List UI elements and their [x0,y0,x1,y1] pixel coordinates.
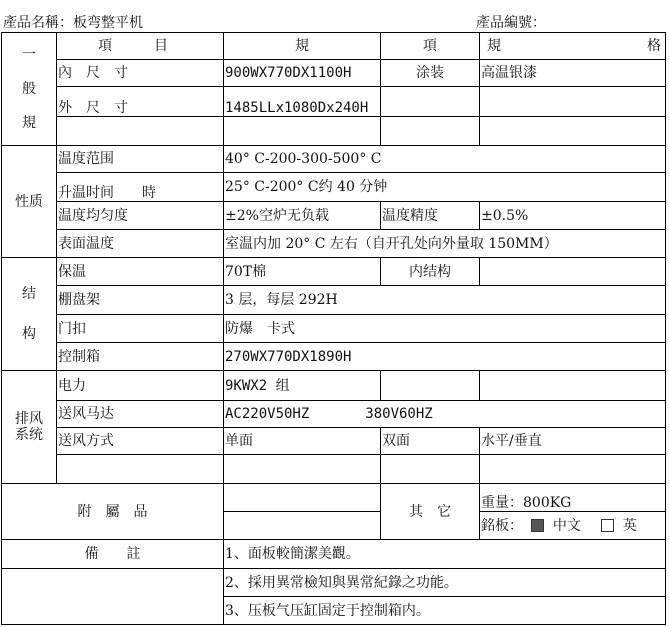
row-uniformity [2,202,666,230]
column-header-item2: 項 [381,33,480,60]
empty-cell [57,455,224,484]
note-item-1: 1、面板較簡潔美觀。 [224,540,666,569]
row-surface [2,230,666,258]
label-heating-time: 升温时间 時 [57,173,224,202]
value-power: 9KWX2 组 [224,371,381,401]
nameplate-english-label: 英 [622,517,637,534]
label-control-box: 控制箱 [57,343,224,371]
row-power [2,371,666,401]
empty-cell [381,455,480,484]
row-latch [2,315,666,343]
row-inner-size [2,60,666,87]
category-general: 一 般 規 [2,33,57,146]
row-rack [2,286,666,315]
value-rack: 3 层，每层 292H [224,286,666,315]
value-accuracy: ±0.5% [480,202,666,230]
empty-cell [480,117,666,146]
empty-cell [381,371,480,401]
value-coating: 高温银漆 [480,60,666,87]
note-item-2: 2、採用異常檢知與異常紀錄之功能。 [224,569,666,597]
checkbox-chinese[interactable] [531,519,544,532]
label-motor: 送风马达 [57,401,224,428]
label-outer-size: 外 尺 寸 [57,87,224,117]
value-mode-single: 单面 [224,428,381,455]
empty-cell [224,455,381,484]
value-heating-time: 25° C-200° C约 40 分钟 [224,173,666,202]
value-control-box: 270WX770DX1890H [224,343,666,371]
row-accessories [2,484,666,512]
column-header-spec: 規 [224,33,381,60]
value-inner-size: 900WX770DX1100H [224,60,381,87]
product-name-label: 產品名稱：板弯整平机 [3,15,143,31]
label-surface: 表面温度 [57,230,224,258]
value-mode-double: 双面 [381,428,480,455]
empty-cell [381,87,480,117]
empty-cell [224,484,381,512]
checkbox-english[interactable] [601,519,614,532]
column-header-spec2: 規 格 [480,33,666,60]
empty-cell [480,87,666,117]
note-item-3: 3、压板气压缸固定于控制箱内。 [224,597,666,625]
header-row [2,33,666,60]
empty-cell [57,117,224,146]
label-other: 其 它 [381,484,480,540]
row-exhaust-empty [2,455,666,484]
row-temp-range [2,146,666,173]
value-surface: 室温内加 20° C 左右（自开孔处向外量取 150MM） [224,230,666,258]
row-note-2 [2,569,666,597]
empty-cell [224,117,381,146]
label-accuracy: 温度精度 [381,202,480,230]
value-motor: AC220V50HZ 380V60HZ [224,401,666,428]
empty-cell [2,569,224,625]
row-mode [2,428,666,455]
row-outer-size [2,87,666,117]
empty-cell [224,512,381,540]
row-heating-time [2,173,666,202]
spec-table [1,32,666,625]
nameplate-label: 銘板： [481,517,523,534]
value-temp-range: 40° C-200-300-500° C [224,146,666,173]
category-structure: 结 构 [2,258,57,371]
label-inner-size: 內 尺 寸 [57,60,224,87]
row-general-empty [2,117,666,146]
label-accessories: 附 屬 品 [2,484,224,540]
value-outer-size: 1485LLx1080Dx240H [224,87,381,117]
value-uniformity: ±2%空炉无负载 [224,202,381,230]
product-no-label: 產品編號： [476,15,546,31]
label-power: 电力 [57,371,224,401]
empty-cell [480,371,666,401]
empty-cell [480,258,666,286]
category-properties: 性质 [2,146,57,258]
value-mode-direction: 水平/垂直 [480,428,666,455]
label-notes: 備 註 [2,540,224,569]
empty-cell [381,117,480,146]
label-coating: 涂装 [381,60,480,87]
value-latch: 防爆 卡式 [224,315,666,343]
column-header-item: 項 目 [57,33,224,60]
value-weight: 重量：800KG [480,484,666,512]
category-exhaust: 排风 系统 [2,371,57,484]
nameplate-chinese-label: 中文 [552,517,581,534]
empty-cell [480,455,666,484]
row-control-box [2,343,666,371]
label-mode: 送风方式 [57,428,224,455]
row-motor [2,401,666,428]
value-insulation: 70T棉 [224,258,381,286]
value-nameplate [480,512,666,540]
label-latch: 门扣 [57,315,224,343]
row-note-1 [2,540,666,569]
label-rack: 棚盘架 [57,286,224,315]
row-insulation [2,258,666,286]
label-inner-structure: 内结构 [381,258,480,286]
label-temp-range: 温度范围 [57,146,224,173]
label-insulation: 保温 [57,258,224,286]
label-uniformity: 温度均匀度 [57,202,224,230]
